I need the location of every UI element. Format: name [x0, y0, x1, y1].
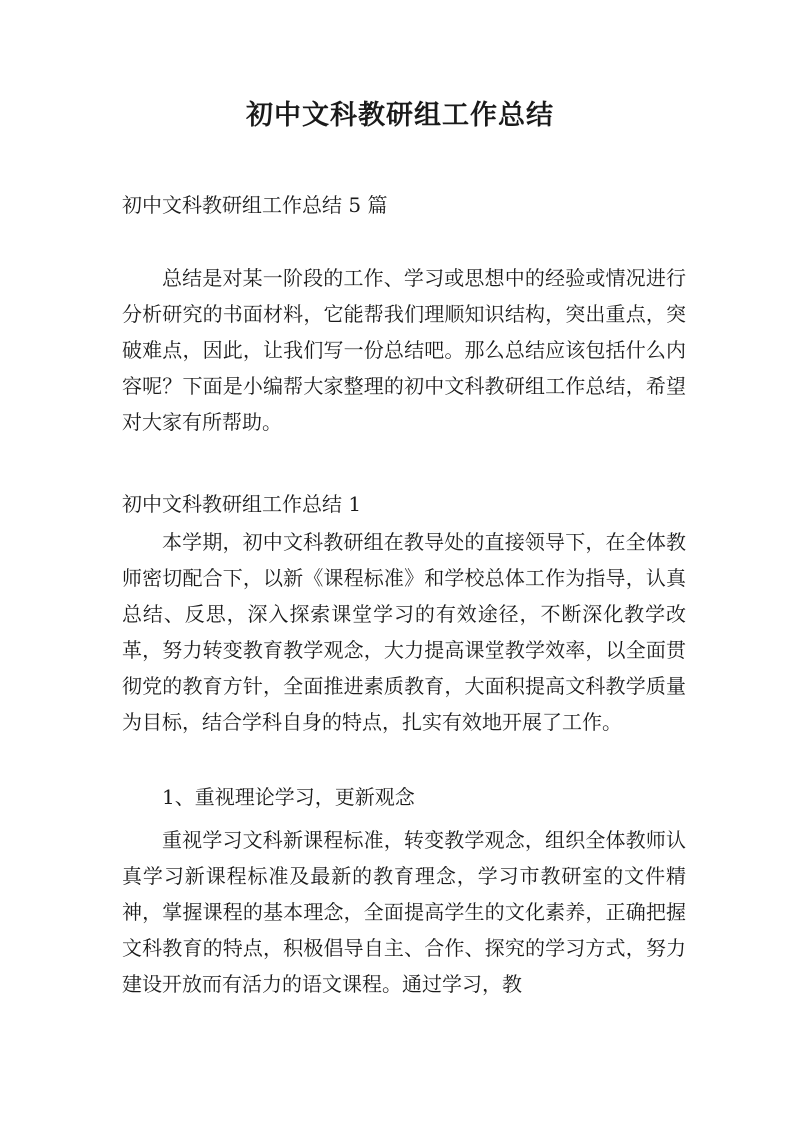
- body-paragraph: 本学期，初中文科教研组在教导处的直接领导下，在全体教师密切配合下，以新《课程标准》和学校总体工作为指导，认真总结、反思，深入探索课堂学习的有效途径，不断深化教学改革，努力转变教育教学观念，大力提高课堂教学效率，以全面贯彻党的教育方针，全面推进素质教育，大面积提高文科教学质量为目标，结合学科自身的特点，扎实有效地开展了工作。: [122, 530, 686, 734]
- body-paragraph-continued: 重视学习文科新课程标准，转变教学观念，组织全体教师认真学习新课程标准及最新的教育理念，学习市教研室的文件精神，掌握课程的基本理念，全面提高学生的文化素养，正确把握文科教育的特点，积极倡导自主、合作、探究的学习方式，努力建设开放而有活力的语文课程。通过学习，教: [122, 828, 686, 996]
- document-subtitle: 初中文科教研组工作总结 5 篇: [122, 193, 388, 217]
- document-title: 初中文科教研组工作总结: [246, 100, 554, 131]
- subsection-heading: 1、重视理论学习，更新观念: [162, 785, 415, 809]
- section-title: 初中文科教研组工作总结 1: [122, 492, 362, 516]
- intro-paragraph: 总结是对某一阶段的工作、学习或思想中的经验或情况进行分析研究的书面材料，它能帮我们理顺知识结构，突出重点，突破难点，因此，让我们写一份总结吧。那么总结应该包括什么内容呢？下面是小编帮大家整理的初中文科教研组工作总结，希望对大家有所帮助。: [122, 266, 686, 434]
